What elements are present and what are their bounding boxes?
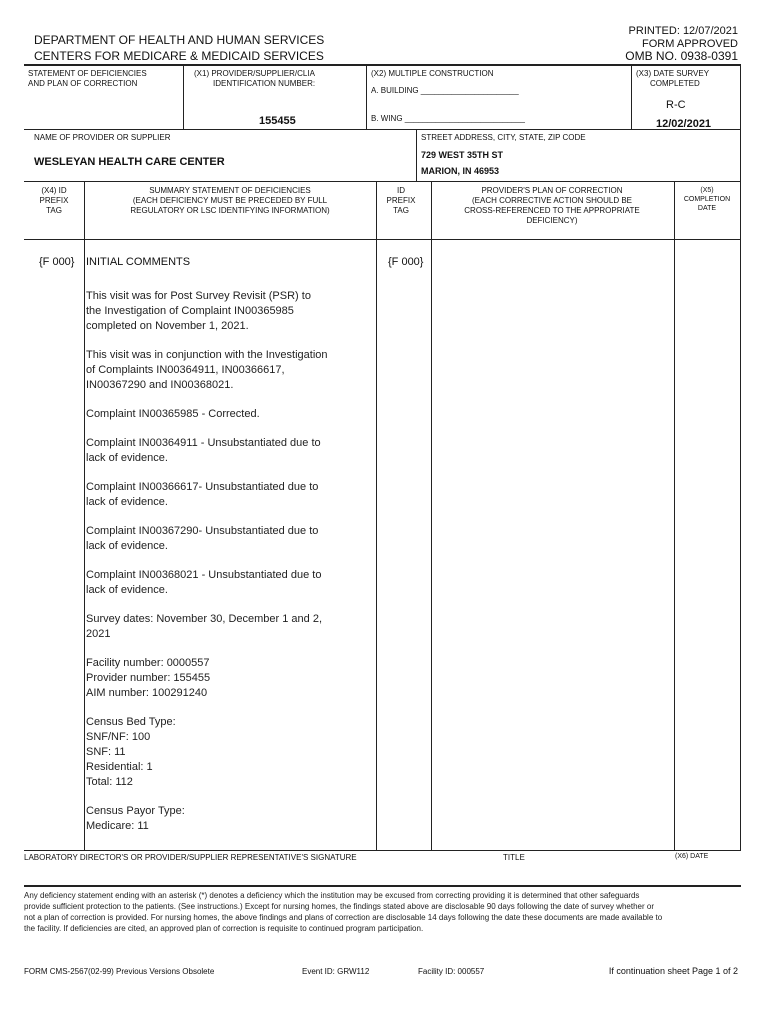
event-id: Event ID: GRW112 [302, 967, 370, 976]
summary-header-line: (EACH DEFICIENCY MUST BE PRECEDED BY FULL [132, 196, 328, 205]
top-rule [24, 64, 741, 66]
col-divider [431, 182, 432, 850]
row-divider [24, 129, 741, 130]
survey-code: R-C [666, 99, 686, 111]
paragraph: Survey dates: November 30, December 1 and 2, 2021 [86, 613, 323, 640]
x5-header-line: (X5) [700, 187, 714, 194]
paragraph: This visit was in conjunction with the Investigation of Complaints IN00364911, IN00366617, IN00367290 and IN00368021. [86, 349, 328, 391]
title-label: TITLE [503, 853, 525, 862]
plan-header-line: CROSS-REFERENCED TO THE APPROPRIATE [464, 206, 640, 215]
plan-header [432, 186, 672, 226]
paragraph: Complaint IN00367290- Unsubstantiated due to lack of evidence. [86, 525, 319, 552]
paragraph: This visit was for Post Survey Revisit (PSR) to the Investigation of Complaint IN00365985 completed on November 1, 2021. [86, 290, 311, 332]
statement-label: STATEMENT OF DEFICIENCIES [28, 69, 147, 78]
omb-number: OMB NO. 0938-0391 [625, 49, 738, 63]
form-approved-label: FORM APPROVED [642, 38, 738, 50]
summary-header-line: REGULATORY OR LSC IDENTIFYING INFORMATION) [130, 206, 330, 215]
id-header-line: TAG [393, 206, 409, 215]
printed-date: PRINTED: 12/07/2021 [628, 25, 738, 37]
provider-name-label: NAME OF PROVIDER OR SUPPLIER [34, 133, 171, 142]
paragraph: Census Payor Type: Medicare: 11 [86, 805, 185, 832]
id-header [376, 186, 426, 216]
signature-bottom-rule [24, 885, 741, 887]
statement-label: AND PLAN OF CORRECTION [28, 79, 138, 88]
row-divider [24, 239, 741, 240]
summary-header [84, 186, 376, 216]
city-state-zip: MARION, IN 46953 [421, 166, 500, 176]
col-divider [674, 182, 675, 850]
paragraph: Complaint IN00368021 - Unsubstantiated due to lack of evidence. [86, 569, 322, 596]
signature-label: LABORATORY DIRECTOR'S OR PROVIDER/SUPPLIER REPRESENTATIVE'S SIGNATURE [24, 853, 357, 862]
x1-label: (X1) PROVIDER/SUPPLIER/CLIA [194, 69, 315, 78]
deficiency-text [86, 289, 386, 848]
col-divider [84, 182, 85, 850]
paragraph: Complaint IN00366617- Unsubstantiated due to lack of evidence. [86, 481, 319, 508]
signature-rule [24, 850, 741, 851]
x5-header [674, 186, 740, 213]
deficiency-tag-left: {F 000} [39, 256, 75, 268]
provider-name: WESLEYAN HEALTH CARE CENTER [34, 156, 225, 168]
street-address: 729 WEST 35TH ST [421, 150, 504, 160]
form-id: FORM CMS-2567(02-99) Previous Versions Obsolete [24, 967, 215, 976]
page-indicator: If continuation sheet Page 1 of 2 [608, 966, 738, 976]
paragraph: Complaint IN00365985 - Corrected. [86, 408, 260, 420]
id-header-line: ID [397, 186, 405, 195]
x2-label: (X2) MULTIPLE CONSTRUCTION [371, 69, 494, 78]
x4-header-line: PREFIX [39, 196, 69, 205]
facility-id: Facility ID: 000557 [418, 967, 485, 976]
x4-header [24, 186, 84, 216]
x3-label: COMPLETED [650, 79, 700, 88]
col-divider [366, 64, 367, 130]
deficiency-tag-right: {F 000} [388, 256, 424, 268]
paragraph: Complaint IN00364911 - Unsubstantiated due to lack of evidence. [86, 437, 321, 464]
x5-header-line: COMPLETION [683, 196, 731, 203]
x4-header-line: (X4) ID [41, 186, 67, 195]
right-border [740, 64, 741, 850]
plan-header-line: (EACH CORRECTIVE ACTION SHOULD BE [471, 196, 633, 205]
x1-label: IDENTIFICATION NUMBER: [213, 79, 316, 88]
col-divider [631, 64, 632, 130]
wing-field: B. WING ___________________________ [371, 114, 525, 123]
summary-header-line: SUMMARY STATEMENT OF DEFICIENCIES [149, 186, 311, 195]
plan-header-line: PROVIDER'S PLAN OF CORRECTION [481, 186, 623, 195]
date-label: (X6) DATE [675, 853, 709, 860]
paragraph: Census Bed Type: SNF/NF: 100 SNF: 11 Residential: 1 Total: 112 [86, 716, 176, 788]
deficiency-heading: INITIAL COMMENTS [86, 256, 191, 268]
col-divider [416, 129, 417, 181]
x4-header-line: TAG [46, 206, 62, 215]
footnote: Any deficiency statement ending with an asterisk (*) denotes a deficiency which the institution may be excused from correcting providing it is determined that other safeguards provide sufficient protection to the patients. (See instructions.) Except for nursing homes, the findings stated above are disclosable 90 days following the date of survey whether or not a plan of correction is provided. For nursing homes, the above findings and plans of correction are disclosable 14 days following the date these documents are made available to the facility. If deficiencies are cited, an approved plan of correction is requisite to continued program participation. [24, 891, 663, 933]
agency-title: CENTERS FOR MEDICARE & MEDICAID SERVICES [34, 49, 324, 63]
provider-id-number: 155455 [259, 115, 296, 127]
building-field: A. BUILDING ______________________ [371, 86, 519, 95]
address-label: STREET ADDRESS, CITY, STATE, ZIP CODE [421, 133, 586, 142]
plan-header-line: DEFICIENCY) [526, 216, 578, 225]
col-divider [183, 64, 184, 130]
paragraph: Facility number: 0000557 Provider number: 155455 AIM number: 100291240 [86, 657, 211, 699]
department-title: DEPARTMENT OF HEALTH AND HUMAN SERVICES [34, 33, 325, 47]
survey-completed-date: 12/02/2021 [656, 118, 712, 130]
id-header-line: PREFIX [386, 196, 416, 205]
row-divider [24, 181, 741, 182]
x5-header-line: DATE [697, 205, 717, 212]
x3-label: (X3) DATE SURVEY [636, 69, 710, 78]
